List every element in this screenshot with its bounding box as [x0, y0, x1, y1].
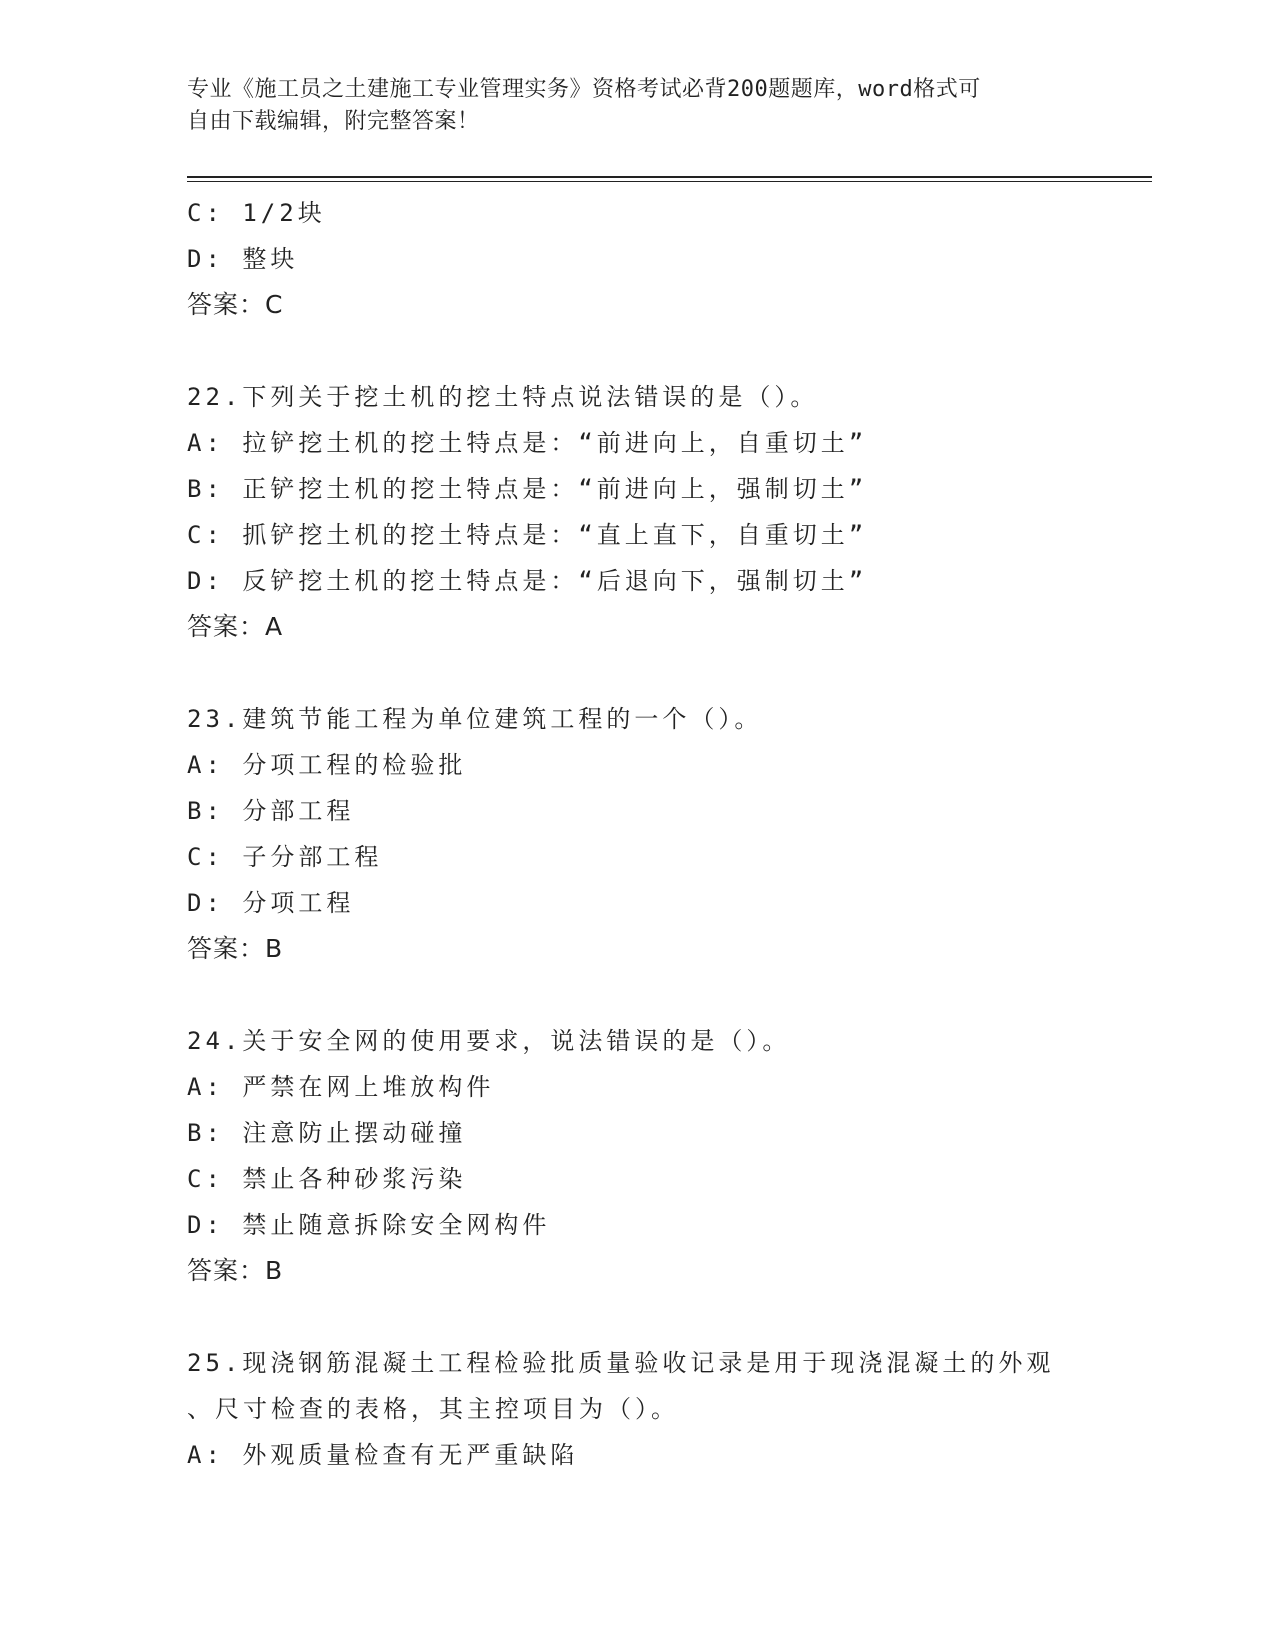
header-line-1: 专业《施工员之土建施工专业管理实务》资格考试必背200题题库，word格式可	[187, 77, 981, 102]
spacer	[187, 328, 1152, 374]
option-d: D: 反铲挖土机的挖土特点是：“后退向下，强制切土”	[187, 567, 868, 595]
option-a: A: 严禁在网上堆放构件	[187, 1073, 495, 1101]
question-stem-line-2: 、尺寸检查的表格，其主控项目为（）。	[187, 1395, 679, 1423]
option-c: C: 1/2块	[187, 199, 326, 227]
question-23	[187, 696, 1152, 972]
header-rule-thick	[187, 176, 1152, 178]
question-stem: 23.建筑节能工程为单位建筑工程的一个（）。	[187, 705, 763, 733]
option-c: C: 子分部工程	[187, 843, 383, 871]
answer-line: 答案：B	[187, 1256, 284, 1285]
option-c: C: 抓铲挖土机的挖土特点是：“直上直下，自重切土”	[187, 521, 868, 549]
option-c: C: 禁止各种砂浆污染	[187, 1165, 467, 1193]
document-body	[187, 190, 1152, 1478]
option-d: D: 分项工程	[187, 889, 355, 917]
question-stem-line-1: 25.现浇钢筋混凝土工程检验批质量验收记录是用于现浇混凝土的外观	[187, 1349, 1055, 1377]
option-b: B: 注意防止摆动碰撞	[187, 1119, 467, 1147]
answer-line: 答案：C	[187, 290, 284, 319]
question-25	[187, 1340, 1152, 1478]
spacer	[187, 1294, 1152, 1340]
option-a: A: 外观质量检查有无严重缺陷	[187, 1441, 579, 1469]
spacer	[187, 972, 1152, 1018]
option-b: B: 正铲挖土机的挖土特点是：“前进向上，强制切土”	[187, 475, 868, 503]
header-line-2: 自由下载编辑，附完整答案！	[187, 109, 480, 134]
answer-line: 答案：A	[187, 612, 284, 641]
question-stem: 22.下列关于挖土机的挖土特点说法错误的是（）。	[187, 383, 819, 411]
question-stem: 24.关于安全网的使用要求，说法错误的是（）。	[187, 1027, 791, 1055]
option-d: D: 禁止随意拆除安全网构件	[187, 1211, 551, 1239]
option-b: B: 分部工程	[187, 797, 355, 825]
previous-question-tail	[187, 190, 1152, 328]
question-22	[187, 374, 1152, 650]
option-a: A: 分项工程的检验批	[187, 751, 467, 779]
option-a: A: 拉铲挖土机的挖土特点是：“前进向上，自重切土”	[187, 429, 868, 457]
question-24	[187, 1018, 1152, 1294]
spacer	[187, 650, 1152, 696]
answer-line: 答案：B	[187, 934, 284, 963]
option-d: D: 整块	[187, 245, 299, 273]
header-rule-thin	[187, 181, 1152, 182]
document-header	[187, 74, 1067, 138]
